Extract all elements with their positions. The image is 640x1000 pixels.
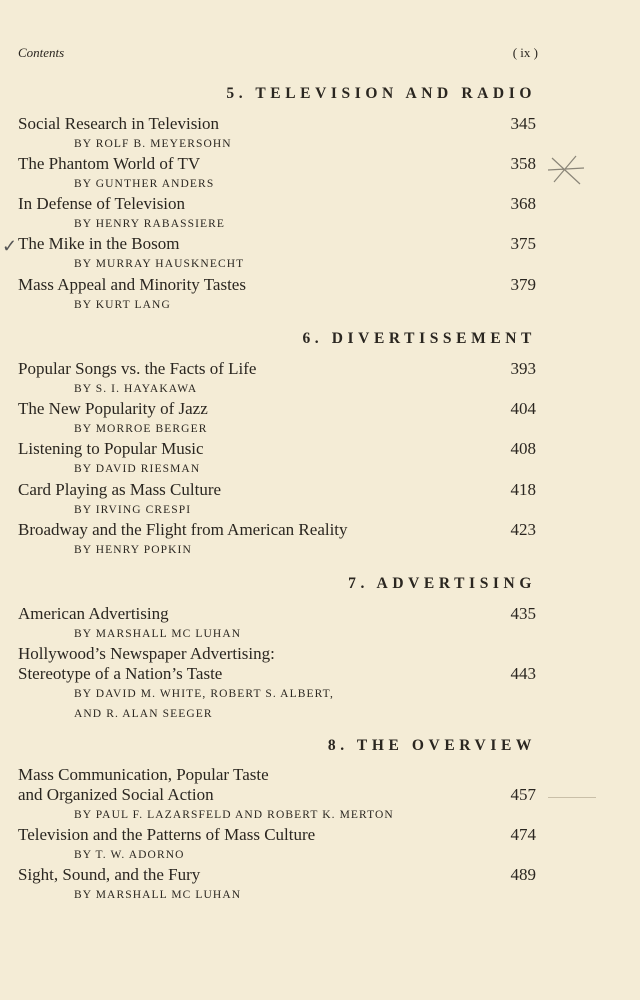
- entry-title: Listening to Popular Music: [18, 439, 204, 458]
- entry-author: BY MORROE BERGER: [74, 423, 208, 435]
- entry-page-number: 379: [510, 275, 536, 294]
- toc-entry[interactable]: [18, 275, 536, 315]
- entry-author: BY HENRY POPKIN: [74, 544, 192, 556]
- entry-author: BY MARSHALL MC LUHAN: [74, 889, 242, 901]
- entry-title: Popular Songs vs. the Facts of Life: [18, 359, 257, 378]
- section-heading: 8. THE OVERVIEW: [327, 737, 536, 754]
- entry-title: Card Playing as Mass Culture: [18, 480, 222, 499]
- toc-entry[interactable]: [18, 825, 536, 865]
- running-title: Contents: [18, 45, 65, 60]
- entry-author: BY ROLF B. MEYERSOHN: [74, 138, 232, 150]
- toc-entry[interactable]: [18, 359, 536, 399]
- entry-page-number: 404: [510, 399, 536, 418]
- toc-entry[interactable]: [18, 399, 536, 439]
- entry-title: Hollywood’s Newspaper Advertising:: [18, 644, 275, 663]
- entry-title: The Mike in the Bosom: [18, 234, 180, 253]
- entry-page-number: 368: [510, 194, 536, 213]
- entry-title: In Defense of Television: [18, 194, 186, 213]
- entry-title: American Advertising: [18, 604, 169, 623]
- entry-page-number: 474: [510, 825, 536, 844]
- pencil-x-mark-icon: [546, 152, 586, 188]
- entry-page-number: 443: [510, 664, 536, 683]
- entry-page-number: 457: [510, 785, 536, 804]
- section-heading: 6. DIVERTISSEMENT: [302, 330, 536, 347]
- running-head: [18, 45, 538, 65]
- entry-page-number: 345: [510, 114, 536, 133]
- entry-author: BY S. I. HAYAKAWA: [74, 383, 198, 395]
- entry-title: Broadway and the Flight from American Reality: [18, 520, 348, 539]
- toc-entry[interactable]: [18, 114, 536, 154]
- toc-entry[interactable]: [18, 765, 536, 825]
- entry-author: BY PAUL F. LAZARSFELD AND ROBERT K. MERTON: [74, 809, 394, 821]
- entry-author: BY KURT LANG: [74, 299, 171, 311]
- entry-author: BY GUNTHER ANDERS: [74, 178, 215, 190]
- entry-page-number: 375: [510, 234, 536, 253]
- entry-title: The New Popularity of Jazz: [18, 399, 208, 418]
- checkmark-annotation: ✓: [2, 236, 18, 256]
- entry-author: BY MARSHALL MC LUHAN: [74, 628, 242, 640]
- entry-title: and Organized Social Action: [18, 785, 214, 804]
- toc-entry[interactable]: [18, 520, 536, 560]
- toc-entry[interactable]: [18, 194, 536, 234]
- entry-title: Mass Appeal and Minority Tastes: [18, 275, 246, 294]
- entry-page-number: 393: [510, 359, 536, 378]
- toc-entry[interactable]: [18, 865, 536, 905]
- entry-author: BY DAVID RIESMAN: [74, 463, 201, 475]
- section-heading: 5. TELEVISION AND RADIO: [226, 85, 536, 102]
- entry-title: The Phantom World of TV: [18, 154, 201, 173]
- entry-title: Mass Communication, Popular Taste: [18, 765, 269, 784]
- folio: ( ix ): [512, 45, 538, 60]
- entry-author: BY T. W. ADORNO: [74, 849, 185, 861]
- entry-title: Sight, Sound, and the Fury: [18, 865, 201, 884]
- entry-author: BY MURRAY HAUSKNECHT: [74, 258, 245, 270]
- toc-entry[interactable]: [18, 234, 536, 274]
- entry-page-number: 418: [510, 480, 536, 499]
- toc-entry[interactable]: [18, 154, 536, 194]
- toc-entry[interactable]: [18, 604, 536, 644]
- toc-entry[interactable]: [18, 439, 536, 479]
- entry-author: BY HENRY RABASSIERE: [74, 218, 226, 230]
- entry-author: BY DAVID M. WHITE, ROBERT S. ALBERT, AND R. ALAN SEEGER: [74, 688, 334, 720]
- entry-page-number: 358: [510, 154, 536, 173]
- entry-page-number: 489: [510, 865, 536, 884]
- toc-entry[interactable]: [18, 644, 536, 724]
- toc-entry[interactable]: [18, 480, 536, 520]
- entry-title: Television and the Patterns of Mass Culture: [18, 825, 316, 844]
- entry-page-number: 435: [510, 604, 536, 623]
- section-heading: 7. ADVERTISING: [348, 575, 536, 592]
- entry-page-number: 423: [510, 520, 536, 539]
- entry-title: Social Research in Television: [18, 114, 220, 133]
- entry-title: Stereotype of a Nation’s Taste: [18, 664, 223, 683]
- entry-page-number: 408: [510, 439, 536, 458]
- margin-pencil-line: [548, 797, 596, 798]
- entry-author: BY IRVING CRESPI: [74, 504, 192, 516]
